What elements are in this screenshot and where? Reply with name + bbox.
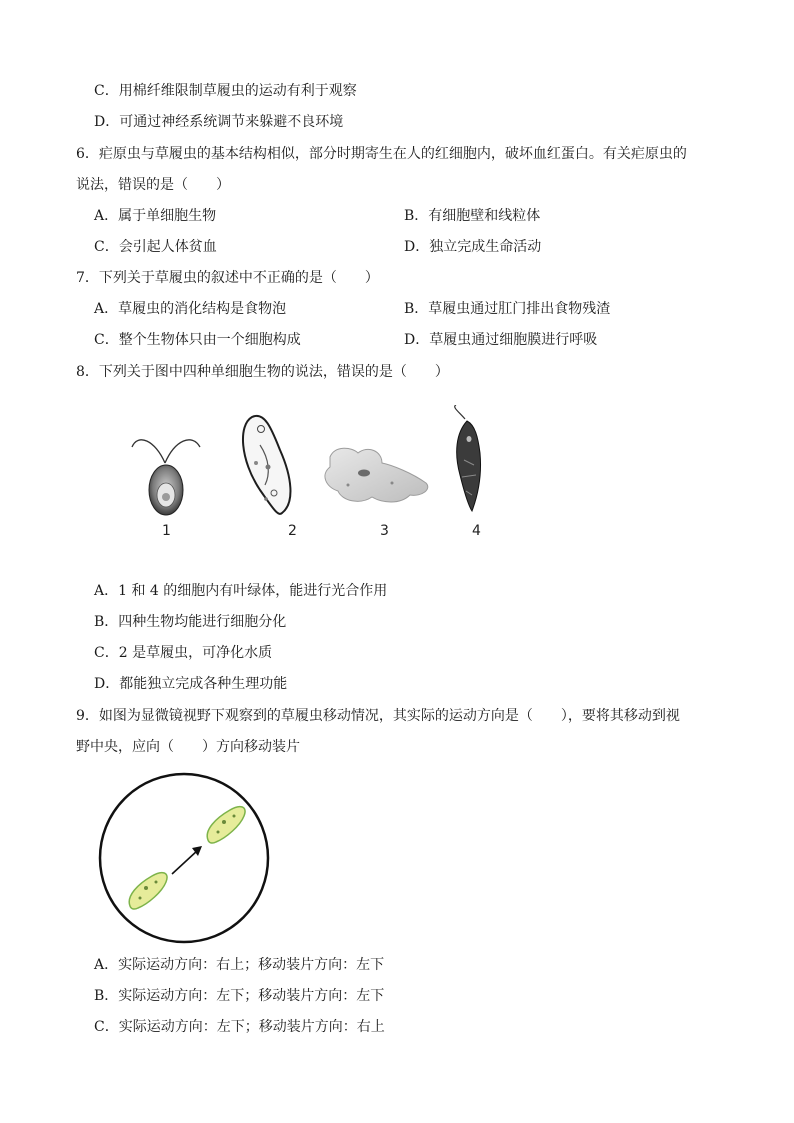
q7-option-d: D．草履虫通过细胞膜进行呼吸	[404, 332, 598, 348]
q9-microscope-field-figure	[96, 770, 276, 946]
organism-label-3: 3	[380, 523, 389, 539]
field-of-view-circle	[100, 774, 268, 942]
organism-label-2: 2	[288, 523, 297, 539]
q8-option-c: C．2 是草履虫，可净化水质	[94, 645, 273, 661]
q6-stem-line1: 6．疟原虫与草履虫的基本结构相似，部分时期寄生在人的红细胞内，破坏血红蛋白。有关疟原虫的	[76, 146, 687, 162]
q6-option-a: A．属于单细胞生物	[94, 208, 217, 224]
q9-option-b: B．实际运动方向：左下；移动装片方向：左下	[94, 988, 385, 1004]
q9-option-a: A．实际运动方向：右上；移动装片方向：左下	[94, 957, 385, 973]
organism-3-amoeba-icon	[325, 448, 428, 502]
q6-option-b: B．有细胞壁和线粒体	[404, 208, 541, 224]
q9-stem-line1: 9．如图为显微镜视野下观察到的草履虫移动情况，其实际的运动方向是（ ），要将其移动到视	[76, 708, 680, 724]
q8-organisms-figure	[120, 405, 520, 545]
q8-option-b: B．四种生物均能进行细胞分化	[94, 614, 287, 630]
q7-stem: 7．下列关于草履虫的叙述中不正确的是（ ）	[76, 270, 379, 286]
q6-option-c: C．会引起人体贫血	[94, 239, 217, 255]
q7-option-c: C．整个生物体只由一个细胞构成	[94, 332, 301, 348]
q7-option-b: B．草履虫通过肛门排出食物残渣	[404, 301, 611, 317]
organism-2-paramecium-icon	[243, 416, 290, 514]
organism-4-euglena-icon	[455, 405, 481, 511]
q9-option-c: C．实际运动方向：左下；移动装片方向：右上	[94, 1019, 385, 1035]
organism-label-4: 4	[472, 523, 481, 539]
q6-option-d: D．独立完成生命活动	[404, 239, 542, 255]
q8-option-a: A．1 和 4 的细胞内有叶绿体，能进行光合作用	[94, 583, 388, 599]
q5-option-d: D．可通过神经系统调节来躲避不良环境	[94, 114, 344, 130]
organism-1-chlamydomonas-icon	[132, 440, 200, 515]
q8-option-d: D．都能独立完成各种生理功能	[94, 676, 288, 692]
q7-option-a: A．草履虫的消化结构是食物泡	[94, 301, 287, 317]
q5-option-c: C．用棉纤维限制草履虫的运动有利于观察	[94, 83, 357, 99]
q9-stem-line2: 野中央，应向（ ）方向移动装片	[76, 739, 300, 755]
q6-stem-line2: 说法，错误的是（ ）	[76, 177, 230, 193]
q8-stem: 8．下列关于图中四种单细胞生物的说法，错误的是（ ）	[76, 364, 449, 380]
organism-label-1: 1	[162, 523, 171, 539]
